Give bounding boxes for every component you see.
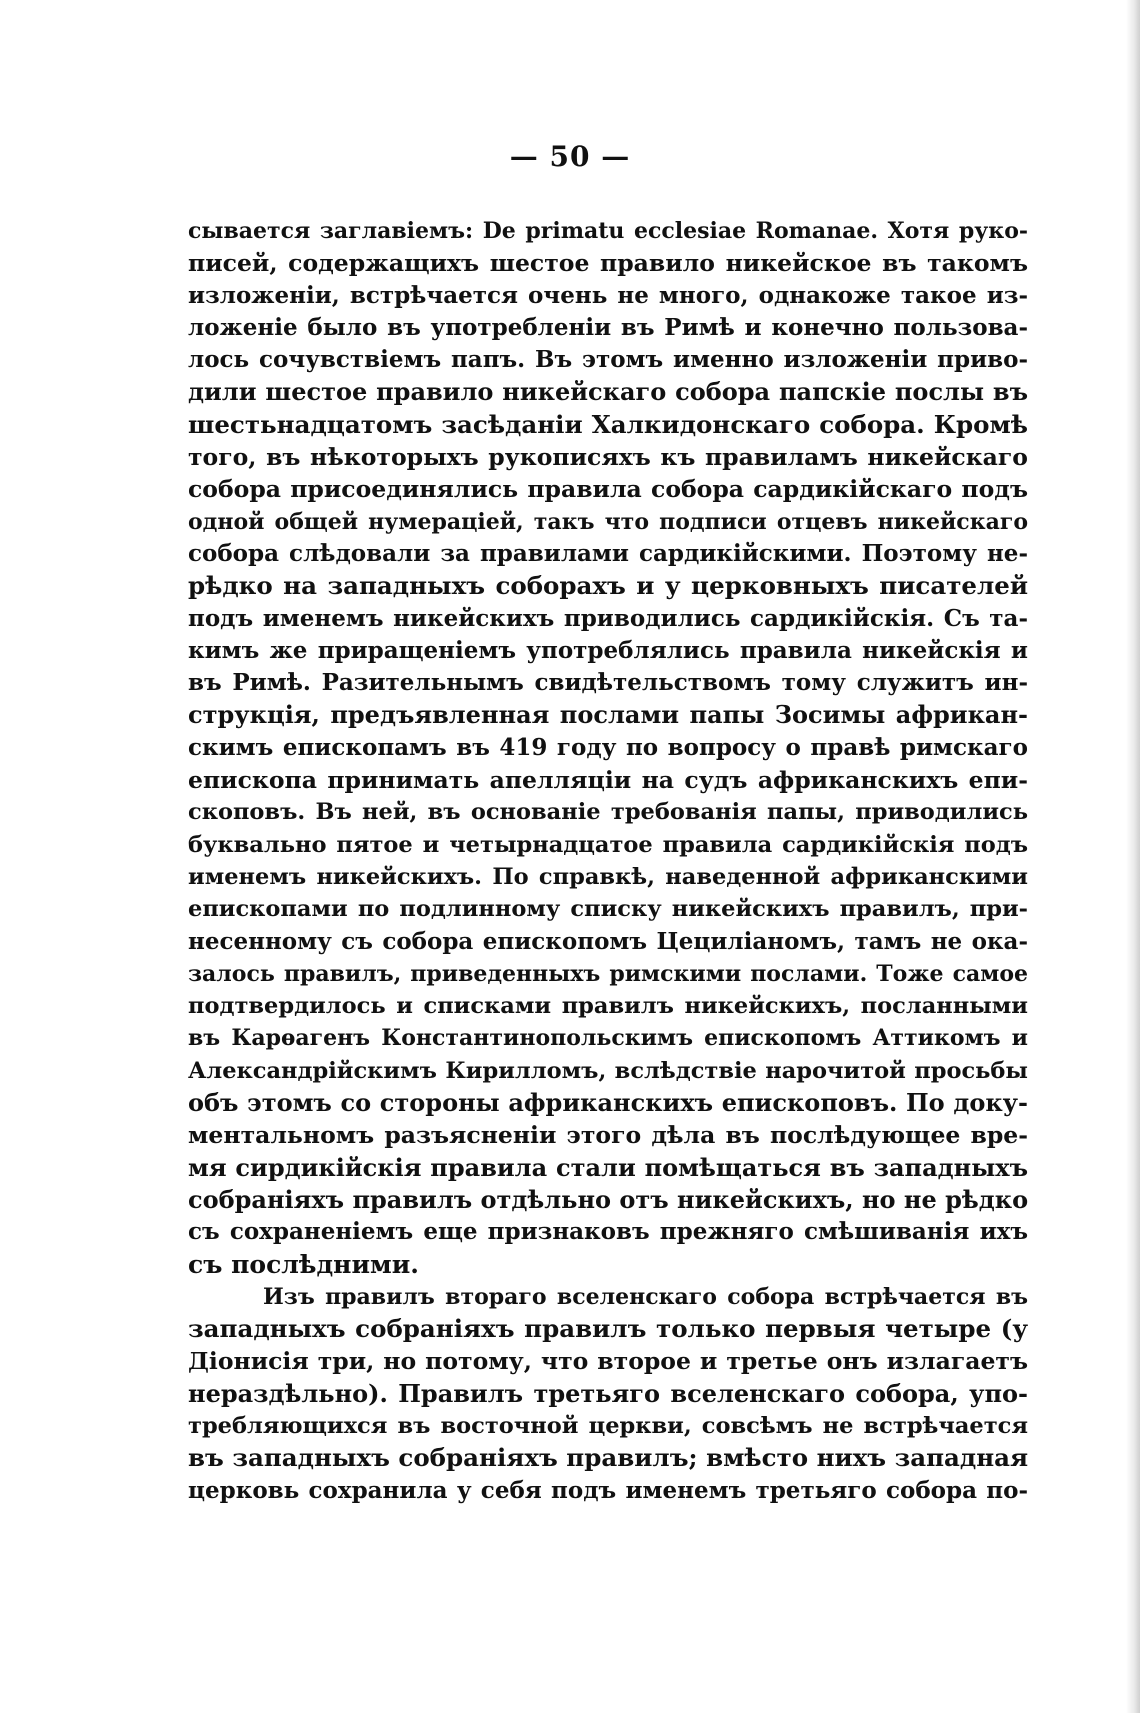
text-line: того, въ нѣкоторыхъ рукописяхъ къ правиламъ никейскаго xyxy=(188,443,1028,472)
text-line: требляющихся въ восточной церкви, совсѣмъ не встрѣчается xyxy=(188,1412,1028,1439)
text-line: одной общей нумераціей, такъ что подписи отцевъ никейскаго xyxy=(188,508,1028,535)
text-line: струкція, предъявленная послами папы Зосимы африкан- xyxy=(188,700,1028,730)
body-text xyxy=(188,215,1028,1507)
text-line: изложеніи, встрѣчается очень не много, однакоже такое из- xyxy=(188,281,1028,309)
text-line: писей, содержащихъ шестое правило никейское въ такомъ xyxy=(188,249,1028,278)
page-edge-shadow xyxy=(1126,0,1140,1713)
text-line: въ Римѣ. Разительнымъ свидѣтельствомъ тому служитъ ин- xyxy=(188,669,1028,697)
text-line: именемъ никейскихъ. По справкѣ, наведенной африканскими xyxy=(188,863,1028,890)
text-line: сывается заглавіемъ: De primatu ecclesiae Romanae. Хотя руко- xyxy=(188,218,1028,244)
text-line: нераздѣльно). Правилъ третьяго вселенскаго собора, упо- xyxy=(188,1378,1028,1408)
text-line: Діонисія три, но потому, что второе и третье онъ излагаетъ xyxy=(188,1347,1028,1376)
page-number: — 50 — xyxy=(509,140,631,173)
text-line: рѣдко на западныхъ соборахъ и у церковныхъ писателей xyxy=(188,571,1028,601)
text-line: собора слѣдовали за правилами сардикійскими. Поэтому не- xyxy=(188,539,1028,567)
text-line: собраніяхъ правилъ отдѣльно отъ никейскихъ, но не рѣдко xyxy=(188,1184,1029,1214)
text-line: въ западныхъ собраніяхъ правилъ; вмѣсто нихъ западная xyxy=(188,1443,1029,1473)
text-line: ложеніе было въ употребленіи въ Римѣ и конечно пользова- xyxy=(188,313,1028,341)
text-line: собора присоединялись правила собора сардикійскаго подъ xyxy=(188,475,1028,504)
text-line: объ этомъ со стороны африканскихъ епископовъ. По доку- xyxy=(188,1088,1028,1118)
text-line: Изъ правилъ втораго вселенскаго собора встрѣчается въ xyxy=(263,1283,1028,1310)
paragraph-2 xyxy=(188,1281,1028,1507)
text-line: западныхъ собраніяхъ правилъ только первыя четыре (у xyxy=(188,1314,1028,1344)
text-line: съ сохраненіемъ еще признаковъ прежняго смѣшиванія ихъ xyxy=(188,1218,1028,1246)
text-line: скоповъ. Въ ней, въ основаніе требованія папы, приводились xyxy=(188,799,1028,826)
paragraph-1 xyxy=(188,215,1028,1281)
text-line: епископами по подлинному списку никейскихъ правилъ, при- xyxy=(188,896,1028,923)
text-line: подтвердилось и списками правилъ никейскихъ, посланными xyxy=(188,993,1028,1020)
text-line: церковь сохранила у себя подъ именемъ третьяго собора по- xyxy=(188,1476,1028,1504)
text-line: лось сочувствіемъ папъ. Въ этомъ именно изложеніи приво- xyxy=(188,346,1028,374)
text-line: дили шестое правило никейскаго собора папскіе послы въ xyxy=(188,377,1028,407)
text-line: ментальномъ разъясненіи этого дѣла въ послѣдующее вре- xyxy=(188,1121,1028,1150)
text-line: подъ именемъ никейскихъ приводились сардикійскія. Съ та- xyxy=(188,604,1028,632)
text-line: буквально пятое и четырнадцатое правила сардикійскія подъ xyxy=(188,831,1028,858)
text-line: скимъ епископамъ въ 419 году по вопросу о правѣ римскаго xyxy=(188,733,1028,761)
text-line: Александрійскимъ Кирилломъ, вслѣдствіе нарочитой просьбы xyxy=(188,1057,1028,1084)
text-line: кимъ же приращеніемъ употреблялись правила никейскія и xyxy=(188,636,1028,664)
text-line: въ Карѳагенъ Константинопольскимъ епископомъ Аттикомъ и xyxy=(188,1025,1028,1052)
text-line: шестьнадцатомъ засѣданіи Халкидонскаго собора. Кромѣ xyxy=(188,409,1028,439)
text-line: съ послѣдними. xyxy=(188,1249,419,1279)
text-line: залось правилъ, приведенныхъ римскими послами. Тоже самое xyxy=(188,960,1028,987)
text-line: епископа принимать апелляціи на судъ африканскихъ епи- xyxy=(188,766,1028,795)
text-line: несенному съ собора епископомъ Цециліаномъ, тамъ не ока- xyxy=(188,927,1028,955)
text-line: мя сирдикійскія правила стали помѣщаться въ западныхъ xyxy=(188,1152,1028,1182)
